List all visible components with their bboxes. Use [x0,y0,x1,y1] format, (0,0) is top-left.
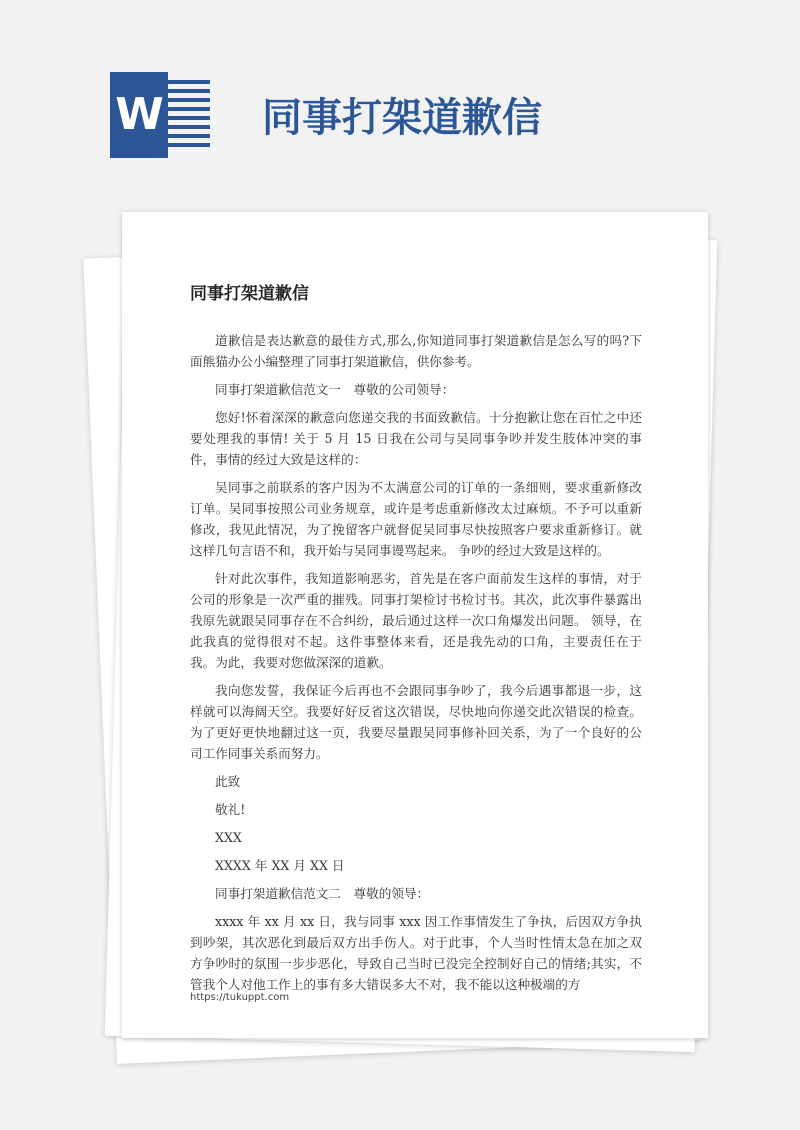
closing-salutation: 此致 [215,774,241,789]
document-body [190,282,642,1002]
document-heading: 同事打架道歉信 [190,284,309,304]
signature-date: XXXX 年 XX 月 XX 日 [215,858,345,873]
closing-regards: 敬礼! [215,802,246,817]
banner-title: 同事打架道歉信 [262,95,542,141]
paragraph-reflection: 针对此次事件，我知道影响恶劣，首先是在客户面前发生这样的事情，对于公司的形象是一次严重的摧残。同事打架检讨书检讨书。其次，此次事件暴露出我原先就跟吴同事存在不合纠纷，最后通过这样一次口角爆发出问题。 领导，在此我真的觉得很对不起。这件事整体来看，还是我先动的口角，主要责任在于我。为此，我要对您做深深的道歉。 [190,571,642,670]
paragraph-sample-one-title: 同事打架道歉信范文一 尊敬的公司领导： [215,382,455,397]
paragraph-sample-two-body: xxxx 年 xx 月 xx 日，我与同事 xxx 因工作事情发生了争执，后因双方争执到吵架，其次恶化到最后双方出手伤人。对于此事，个人当时性情太急在加之双方争吵时的氛围一步步恶化，导致自己当时已没完全控制好自己的情绪;其实，不管我个人对他工作上的事有多大错误多大不对，我不能以这种极端的方 [190,914,642,992]
paragraph-greeting: 您好!怀着深深的歉意向您递交我的书面致歉信。十分抱歉让您在百忙之中还要处理我的事情! 关于 5 月 15 日我在公司与吴同事争吵并发生肢体冲突的事件，事情的经过大致是这样的： [190,410,642,467]
word-w-icon: W [110,72,168,158]
paragraph-promise: 我向您发誓，我保证今后再也不会跟同事争吵了，我今后遇事都退一步，这样就可以海阔天空。我要好好反省这次错误，尽快地向你递交此次错误的检查。为了更好更快地翻过这一页，我要尽量跟吴同事修补回关系，为了一个良好的公司工作同事关系而努力。 [190,683,642,761]
footer-url: https://tukuppt.com [190,992,290,1003]
signature-name: XXX [215,830,242,845]
word-logo [110,72,212,158]
document-page [122,212,708,1038]
paragraph-intro: 道歉信是表达歉意的最佳方式,那么,你知道同事打架道歉信是怎么写的吗?下面熊猫办公小编整理了同事打架道歉信，供你参考。 [190,333,642,369]
paragraph-incident: 吴同事之前联系的客户因为不太满意公司的订单的一条细则，要求重新修改订单。吴同事按照公司业务规章，或许是考虑重新修改太过麻烦。不予可以重新修改，我见此情况，为了挽留客户就督促吴同事尽快按照客户要求重新修订。就这样几句言语不和，我开始与吴同事谩骂起来。 争吵的经过大致是这样的。 [190,480,642,558]
paragraph-sample-two-title: 同事打架道歉信范文二 尊敬的领导： [215,886,430,901]
